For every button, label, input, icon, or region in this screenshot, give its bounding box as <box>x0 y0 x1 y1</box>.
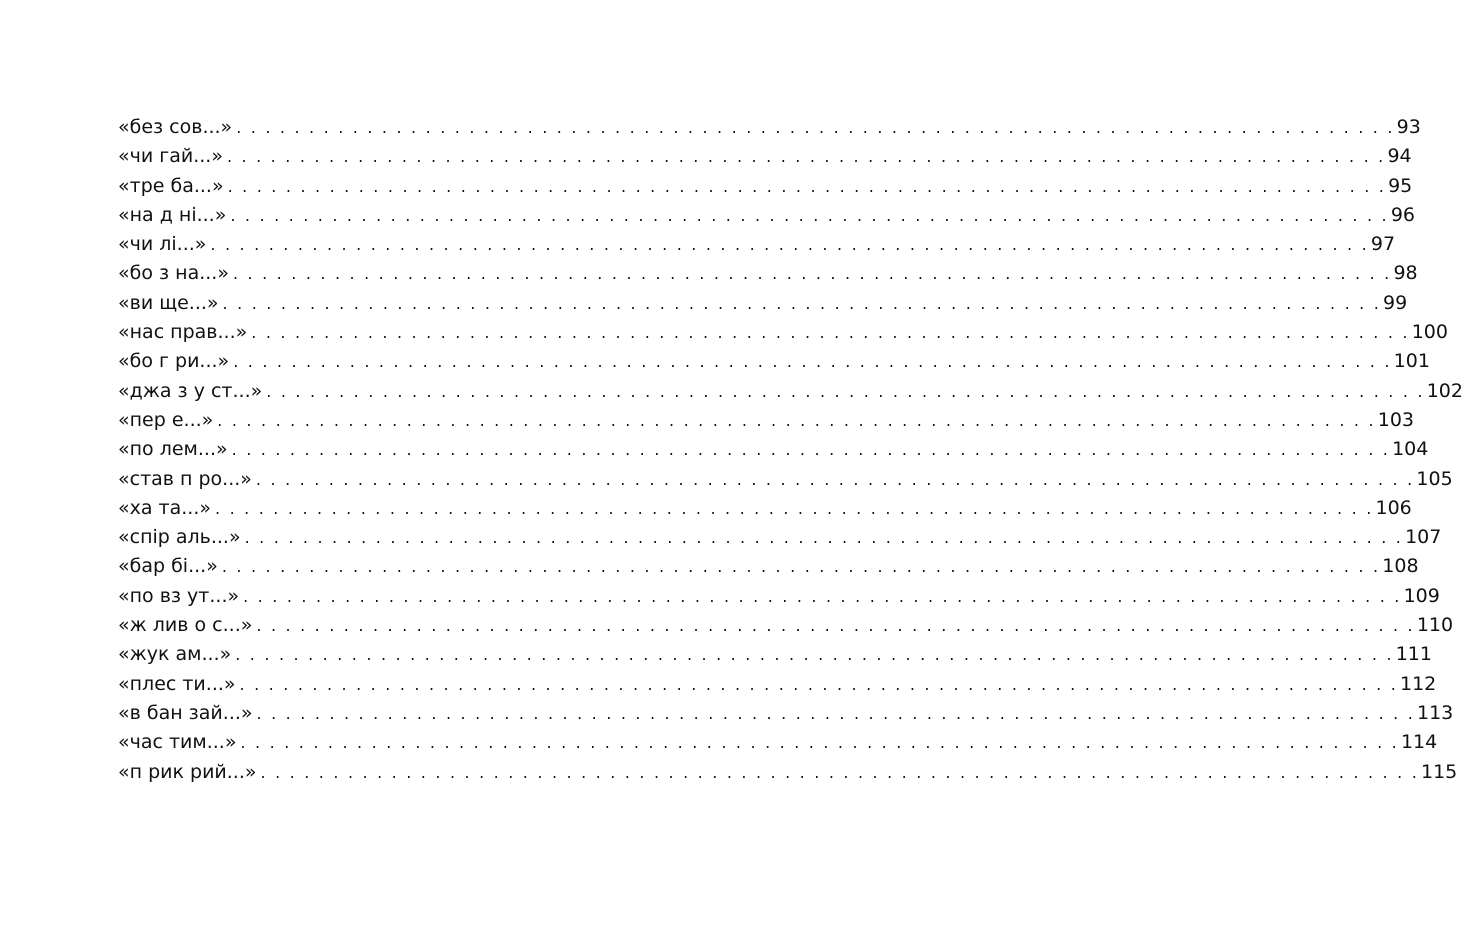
toc-entry-title: «без сов...» <box>118 116 233 138</box>
toc-entry-page: 95 <box>1388 174 1413 197</box>
toc-entry-title: «час тим...» <box>118 731 237 754</box>
toc-entry-page: 110 <box>1416 614 1454 637</box>
toc-entry-page: 99 <box>1383 291 1408 314</box>
toc-entry[interactable] <box>118 377 1463 406</box>
toc-entry-page: 98 <box>1393 262 1418 285</box>
toc-entry-title: «пер е...» <box>118 408 214 431</box>
toc-entry[interactable] <box>118 758 1458 787</box>
toc-entry-page: 93 <box>1396 116 1421 138</box>
dot-leader: . . . . . . . . . . . . . . . . . . . . . . . . . . . . . . . . . . . . . . . . . . . . . . . . . . . . . . . . . . . . . . . . . . . . . . . . . . . . . . . . <box>239 674 1398 694</box>
toc-entry-title: «чи лі...» <box>118 233 207 256</box>
toc-entry[interactable] <box>118 611 1454 640</box>
toc-entry[interactable] <box>118 318 1448 347</box>
toc-entry-page: 108 <box>1382 555 1419 578</box>
dot-leader: . . . . . . . . . . . . . . . . . . . . . . . . . . . . . . . . . . . . . . . . . . . . . . . . . . . . . . . . . . . . . . . . . . . . . . . . . . . . . . . . <box>230 205 1389 225</box>
toc-entry-page: 97 <box>1370 233 1396 256</box>
toc-entry-title: «чи гай...» <box>118 145 223 168</box>
toc-entry-title: «ха та...» <box>118 496 212 519</box>
toc-entry-page: 100 <box>1411 321 1448 344</box>
toc-entry-title: «нас прав...» <box>118 321 248 344</box>
toc-entry[interactable] <box>118 406 1415 435</box>
dot-leader: . . . . . . . . . . . . . . . . . . . . . . . . . . . . . . . . . . . . . . . . . . . . . . . . . . . . . . . . . . . . . . . . . . . . . . . . . . . . . . . . <box>256 703 1415 723</box>
dot-leader: . . . . . . . . . . . . . . . . . . . . . . . . . . . . . . . . . . . . . . . . . . . . . . . . . . . . . . . . . . . . . . . . . . . . . . . . . . . . . . . . <box>244 528 1404 548</box>
toc-entry[interactable] <box>118 582 1440 611</box>
toc-entry-title: «бар бі...» <box>118 555 218 578</box>
dot-leader: . . . . . . . . . . . . . . . . . . . . . . . . . . . . . . . . . . . . . . . . . . . . . . . . . . . . . . . . . . . . . . . . . . . . . . . . . . . . . . . . <box>243 586 1402 606</box>
toc-entry-page: 111 <box>1395 643 1432 666</box>
toc-entry-page: 104 <box>1392 438 1429 461</box>
toc-entry-page: 105 <box>1416 467 1453 490</box>
dot-leader: . . . . . . . . . . . . . . . . . . . . . . . . . . . . . . . . . . . . . . . . . . . . . . . . . . . . . . . . . . . . . . . . . . . . . . . . . . . . . . . . <box>251 323 1410 343</box>
dot-leader: . . . . . . . . . . . . . . . . . . . . . . . . . . . . . . . . . . . . . . . . . . . . . . . . . . . . . . . . . . . . . . . . . . . . . . . . . . . . . . . . <box>221 557 1381 577</box>
toc-entry-page: 96 <box>1390 203 1416 226</box>
toc-entry-title: «в бан зай...» <box>118 701 253 724</box>
toc-entry-title: «ж лив о с...» <box>118 614 253 637</box>
toc-entry[interactable] <box>118 230 1396 259</box>
toc-entry[interactable] <box>118 142 1412 171</box>
toc-entry-title: «на д ні...» <box>118 203 227 226</box>
toc-entry-title: «плес ти...» <box>118 672 236 695</box>
dot-leader: . . . . . . . . . . . . . . . . . . . . . . . . . . . . . . . . . . . . . . . . . . . . . . . . . . . . . . . . . . . . . . . . . . . . . . . . . . . . . . . . <box>235 645 1394 665</box>
toc-entry-title: «став п ро...» <box>118 467 252 490</box>
toc-entry[interactable] <box>118 201 1416 230</box>
table-of-contents <box>118 113 1463 787</box>
toc-entry-page: 102 <box>1426 379 1463 402</box>
dot-leader: . . . . . . . . . . . . . . . . . . . . . . . . . . . . . . . . . . . . . . . . . . . . . . . . . . . . . . . . . . . . . . . . . . . . . . . . . . . . . . . . <box>255 469 1415 489</box>
toc-entry[interactable] <box>118 494 1412 523</box>
dot-leader: . . . . . . . . . . . . . . . . . . . . . . . . . . . . . . . . . . . . . . . . . . . . . . . . . . . . . . . . . . . . . . . . . . . . . . . . . . . . . . . . <box>232 264 1392 284</box>
toc-entry-page: 106 <box>1375 496 1412 519</box>
toc-entry[interactable] <box>118 640 1432 669</box>
dot-leader: . . . . . . . . . . . . . . . . . . . . . . . . . . . . . . . . . . . . . . . . . . . . . . . . . . . . . . . . . . . . . . . . . . . . . . . . . . . . . . . . <box>231 440 1391 460</box>
toc-entry-title: «бо г ри...» <box>118 350 230 373</box>
toc-entry[interactable] <box>118 523 1442 552</box>
toc-entry-title: «жук ам...» <box>118 643 232 666</box>
toc-entry[interactable] <box>118 728 1438 757</box>
toc-entry[interactable] <box>118 347 1430 376</box>
toc-entry-page: 94 <box>1387 145 1412 168</box>
dot-leader: . . . . . . . . . . . . . . . . . . . . . . . . . . . . . . . . . . . . . . . . . . . . . . . . . . . . . . . . . . . . . . . . . . . . . . . . . . . . . . . . <box>222 293 1382 313</box>
dot-leader: . . . . . . . . . . . . . . . . . . . . . . . . . . . . . . . . . . . . . . . . . . . . . . . . . . . . . . . . . . . . . . . . . . . . . . . . . . . . . . . . <box>233 352 1392 372</box>
dot-leader: . . . . . . . . . . . . . . . . . . . . . . . . . . . . . . . . . . . . . . . . . . . . . . . . . . . . . . . . . . . . . . . . . . . . . . . . . . . . . . . . <box>210 235 1369 255</box>
toc-entry[interactable] <box>118 699 1454 728</box>
toc-entry[interactable] <box>118 465 1453 494</box>
toc-entry[interactable] <box>118 670 1437 699</box>
toc-entry-page: 113 <box>1417 701 1454 724</box>
toc-entry[interactable] <box>118 172 1413 201</box>
toc-entry[interactable] <box>118 552 1419 581</box>
toc-entry-title: «спір аль...» <box>118 526 241 549</box>
toc-entry-title: «п рик рий...» <box>118 760 257 783</box>
dot-leader: . . . . . . . . . . . . . . . . . . . . . . . . . . . . . . . . . . . . . . . . . . . . . . . . . . . . . . . . . . . . . . . . . . . . . . . . . . . . . . . . <box>260 762 1419 782</box>
dot-leader: . . . . . . . . . . . . . . . . . . . . . . . . . . . . . . . . . . . . . . . . . . . . . . . . . . . . . . . . . . . . . . . . . . . . . . . . . . . . . . . . <box>215 498 1374 518</box>
toc-entry-page: 101 <box>1393 350 1430 373</box>
toc-entry-page: 103 <box>1377 408 1415 431</box>
toc-entry-title: «по вз ут...» <box>118 584 240 607</box>
toc-entry-page: 112 <box>1400 672 1437 695</box>
toc-entry[interactable] <box>118 113 1421 142</box>
toc-entry-page: 109 <box>1403 584 1440 607</box>
toc-entry-title: «бо з на...» <box>118 262 229 285</box>
toc-entry[interactable] <box>118 289 1408 318</box>
dot-leader: . . . . . . . . . . . . . . . . . . . . . . . . . . . . . . . . . . . . . . . . . . . . . . . . . . . . . . . . . . . . . . . . . . . . . . . . . . . . . . . . <box>217 410 1376 430</box>
toc-entry-title: «ви ще...» <box>118 291 219 314</box>
toc-entry-page: 114 <box>1400 731 1438 754</box>
dot-leader: . . . . . . . . . . . . . . . . . . . . . . . . . . . . . . . . . . . . . . . . . . . . . . . . . . . . . . . . . . . . . . . . . . . . . . . . . . . . . . . . <box>256 616 1415 636</box>
toc-entry-page: 107 <box>1405 526 1442 549</box>
dot-leader: . . . . . . . . . . . . . . . . . . . . . . . . . . . . . . . . . . . . . . . . . . . . . . . . . . . . . . . . . . . . . . . . . . . . . . . . . . . . . . . . <box>226 147 1386 167</box>
toc-entry[interactable] <box>118 259 1418 288</box>
toc-entry[interactable] <box>118 435 1429 464</box>
dot-leader: . . . . . . . . . . . . . . . . . . . . . . . . . . . . . . . . . . . . . . . . . . . . . . . . . . . . . . . . . . . . . . . . . . . . . . . . . . . . . . . . <box>266 381 1425 401</box>
toc-entry-title: «по лем...» <box>118 438 228 461</box>
toc-entry-page: 115 <box>1420 760 1458 783</box>
dot-leader: . . . . . . . . . . . . . . . . . . . . . . . . . . . . . . . . . . . . . . . . . . . . . . . . . . . . . . . . . . . . . . . . . . . . . . . . . . . . . . . . <box>227 176 1387 196</box>
toc-entry-title: «тре ба...» <box>118 174 224 197</box>
toc-entry-title: «джа з у ст...» <box>118 379 263 402</box>
dot-leader: . . . . . . . . . . . . . . . . . . . . . . . . . . . . . . . . . . . . . . . . . . . . . . . . . . . . . . . . . . . . . . . . . . . . . . . . . . . . . . . . <box>236 118 1395 137</box>
dot-leader: . . . . . . . . . . . . . . . . . . . . . . . . . . . . . . . . . . . . . . . . . . . . . . . . . . . . . . . . . . . . . . . . . . . . . . . . . . . . . . . . <box>240 733 1399 753</box>
